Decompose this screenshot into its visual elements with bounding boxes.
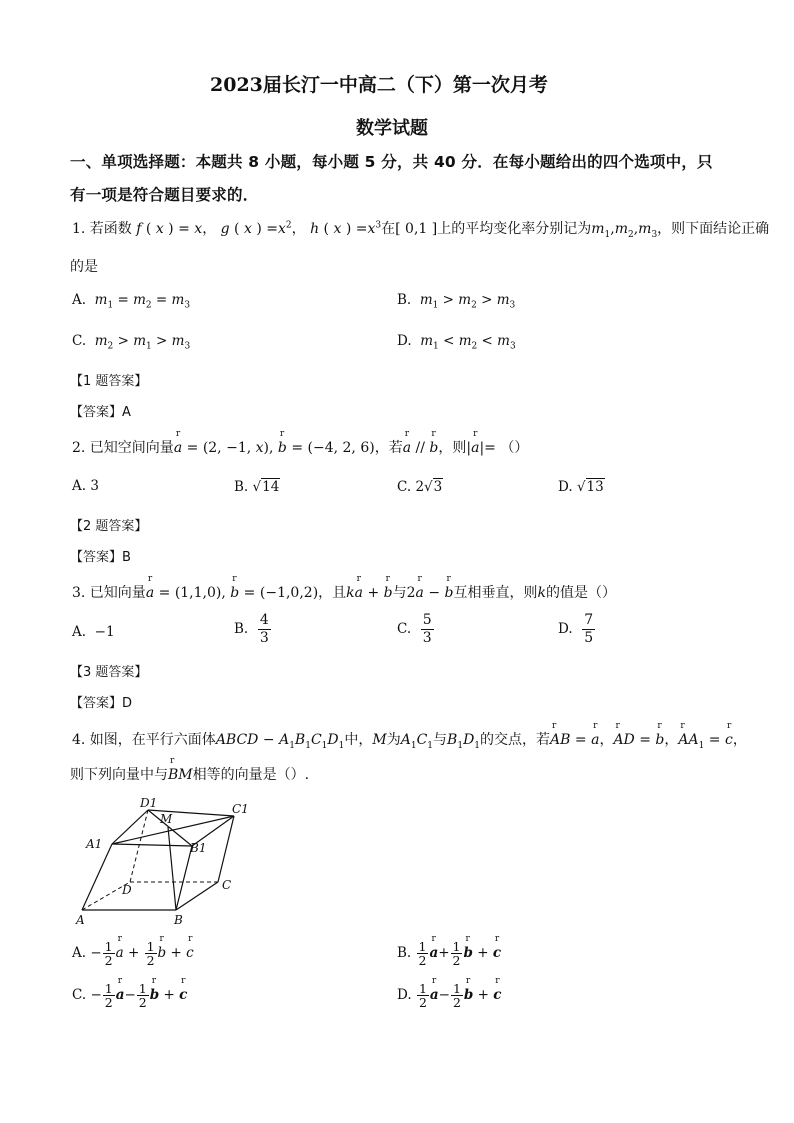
- question-2-stem: 2. 已知空间向量r a = (2, −1, x), r b = (−4, 2, 6)，若r a // r b，则|r a|= （）: [72, 437, 528, 457]
- q3-option-c[interactable]: C. $\frac{5}{3}$: [397, 612, 432, 646]
- q4-option-d[interactable]: D. $\frac{1}{2}$ r a− $\frac{1}{2}$ r b + r c: [397, 982, 502, 1009]
- q1-option-a[interactable]: A. $m_1 = m_2 = m_3$: [72, 292, 191, 311]
- q1-answer-tag: 【1 题答案】: [70, 374, 148, 389]
- label-b1: B1: [190, 841, 207, 855]
- label-b: B: [174, 913, 183, 927]
- question-4-stem: 4. 如图，在平行六面体ABCD − $A_1B_1C_1D_1$中，M为$A_1C_1$与$B_1D_1$的交点，若r AB = r a，r AD = r b，r $AA_1 = r$ c，: [72, 729, 747, 751]
- question-1-stem-line2: 的是: [70, 259, 98, 275]
- page-title: 2023届长汀一中高二（下）第一次月考: [210, 74, 548, 96]
- q1-option-c[interactable]: C. $m_2 > m_1 > m_3$: [72, 333, 191, 352]
- q4-option-c[interactable]: C. − $\frac{1}{2}$ r a− $\frac{1}{2}$ r b + r c: [72, 982, 187, 1009]
- question-3-stem: 3. 已知向量r a = (1,1,0), r b = (−1,0,2)，且kr a + r b与2r a − r b互相垂直，则k的值是（）: [72, 582, 616, 602]
- section-heading-line1: 一、单项选择题：本题共 8 小题，每小题 5 分，共 40 分．在每小题给出的四个选项中，只: [70, 153, 713, 171]
- section-heading-line2: 有一项是符合题目要求的．: [70, 186, 259, 204]
- q2-option-b[interactable]: B. √14: [234, 479, 280, 495]
- label-d: D: [122, 883, 132, 897]
- q4-option-a[interactable]: A. − $\frac{1}{2}$ r a + $\frac{1}{2}$ r b + r c: [72, 940, 194, 967]
- q3-option-a[interactable]: A. −1: [72, 624, 115, 640]
- q3-option-d[interactable]: D. $\frac{7}{5}$: [558, 612, 594, 646]
- q3-answer-tag: 【3 题答案】: [70, 665, 148, 680]
- q3-option-b[interactable]: B. $\frac{4}{3}$: [234, 612, 269, 646]
- q1-option-b[interactable]: B. $m_1 > m_2 > m_3$: [397, 292, 516, 311]
- q2-option-c[interactable]: C. 2√3: [397, 479, 443, 495]
- label-c1: C1: [232, 802, 249, 816]
- q2-answer: 【答案】B: [70, 550, 131, 565]
- label-a1: A1: [86, 837, 103, 851]
- label-m: M: [160, 812, 173, 826]
- q4-option-b[interactable]: B. $\frac{1}{2}$ r a+ $\frac{1}{2}$ r b + r c: [397, 940, 501, 967]
- q3-answer: 【答案】D: [70, 696, 133, 711]
- parallelepiped-figure: [72, 796, 262, 930]
- question-1-stem: 1. 若函数 f ( x ) = x， g ( x ) $=x^2$， h ( x ) $=x^3$在[ 0,1 ]上的平均变化率分别记为$m_1,m_2,m_3$，则下面结论正确: [72, 220, 770, 240]
- label-d1: D1: [140, 796, 158, 810]
- label-c: C: [222, 878, 232, 892]
- q2-option-a[interactable]: A. 3: [72, 478, 99, 494]
- q1-answer: 【答案】A: [70, 405, 131, 420]
- label-a: A: [76, 913, 85, 927]
- question-4-stem-line2: 则下列向量中与r BM相等的向量是（）.: [70, 764, 309, 784]
- q2-answer-tag: 【2 题答案】: [70, 519, 148, 534]
- page-subtitle: 数学试题: [356, 118, 428, 139]
- q1-option-d[interactable]: D. $m_1 < m_2 < m_3$: [397, 333, 516, 352]
- q2-option-d[interactable]: D. √13: [558, 479, 604, 495]
